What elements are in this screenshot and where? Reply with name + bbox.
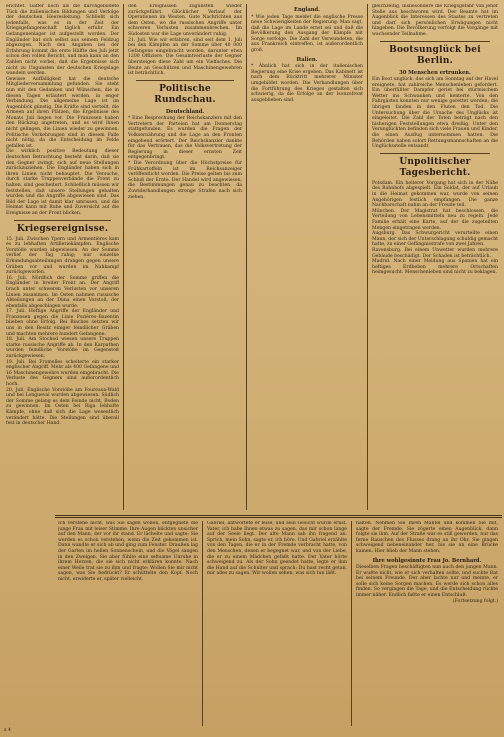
report-entry: 16. Juli. Nördlich der Somme griffen die Engländer in breiter Front an. Der Angriff brach unter schweren Verlusten vor unseren Linien zusammen. Im Osten nahmen russische Abteilungen an der Düna einen Vorstoß, der ebenfalls abgeschlagen wurde. — [6, 275, 119, 309]
article-paragraph: * Ähnlich hat sich in der italienischen Regierung eine Krise ergeben. Das Kabinett ist nach dem Rücktritt mehrerer Minister umgebildet worden. Die Verhandlungen über die Fortführung des Krieges gestalten sich schwierig, da die Erfolge an der Isonzofront ausgeblieben sind. — [251, 64, 363, 103]
report-entry: München. Der Magistrat hat beschlossen, die Verteilung von Lebensmitteln neu zu regeln. Jede Familie erhält eine Karte, auf der die zugeteilten Mengen eingetragen werden. — [372, 208, 498, 231]
story-verse: Ihre wohlgesinnte Frau Jo. Bernhard. — [372, 557, 482, 564]
report-entry: 17. Juli. Heftige Angriffe der Engländer und Franzosen gegen die Linie Pozières–Bazentin blieben ohne Erfolg. Bei Biaches setzten wir uns in den Besitz einiger feindlicher Gräben und machten mehrere hundert Gefangene. — [6, 309, 119, 337]
column-4 — [372, 4, 498, 514]
subheading-italien: Italien. — [296, 56, 318, 63]
article-paragraph: * Eine Besprechung der Reichskanzlers mit den Vertretern der Parteien hat am Donnerstag stattgefunden. Es wurden die Fragen der Volksernährung und die Lage an den Fronten eingehend erörtert. Der Reichskanzler dankte für das Vertrauen, das die Volksvertretung der Regierung in dieser ernsten Zeit entgegenbringt. — [128, 116, 242, 161]
page-stamp: x 4 — [4, 728, 11, 733]
report-entry: Ravensburg. Bei einem Unwetter wurden mehrere Gebäude beschädigt. Der Schaden ist beträchtlich. — [372, 247, 498, 259]
report-entry: 20. Juli. Englische Vorstöße am Foureaux-Wald und bei Longueval wurden abgewiesen. Südlich der Somme gelang es dem Feinde nicht, Boden zu gewinnen. Im Osten bei Riga lebhafte Kämpfe, ohne daß sich die Lage wesentlich verändert hätte. Die Stellungen sind überall fest in deutscher Hand. — [6, 387, 119, 427]
article-paragraph: den Ereignissen zugunsten wieder zurückgeführt. Glücklicher Verlauf der Operationen im Westen. Gute Nachrichten aus dem Osten, wo die russischen Angriffe unter schweren Verlusten zusammenbrechen. Im Südosten war die Lage unverändert ruhig. — [128, 4, 242, 37]
story-text: Ich verstehe nicht, was Sie sagen wollen, entgegnete die junge Frau mit leiser Stimme. Ihre Augen blickten unsicher auf den Mann, der vor ihr stand. Er lächelte und sagte: Sie werden es schon verstehen, wenn die Zeit gekommen ist. Dann wandte er sich ab und ging zum Fenster. Draußen lag der Garten im hellen Sonnenschein, und die Vögel sangen in den Zweigen. Sie aber fühlte eine seltsame Unruhe in ihrem Herzen, die sie sich nicht erklären konnte. Nach einer Weile trat sie zu ihm und fragte: Wollen Sie mir nicht sagen, was Sie bedrückt? Er schüttelte den Kopf. Noch nicht, erwiderte er, später vielleicht. — [58, 521, 198, 582]
article-paragraph: gleichzeitig, insbesondere die Kriegsgefahr von jener Stelle aus beschworen wird. Der Beamte hat im Augenblick die Interessen des Staates zu vertreten und darf sich persönlichen Erwägungen nicht hingeben. Die Bevölkerung verfolgt die Vorgänge mit wachsender Teilnahme. — [372, 4, 498, 37]
article-paragraph: Ein Boot unglück, das sich am Sonntag auf der Havel ereignete, hat zahlreiche Menschenleben gefordert. Ein überfüllter Dampfer geriet bei stürmischem Wetter ins Schwanken und kenterte. Von den Fahrgästen konnten nur wenige gerettet werden; die übrigen fanden in den Fluten den Tod. Die Untersuchung über die Ursache des Unglücks ist eingeleitet. Die Zahl der Toten beträgt nach den bisherigen Feststellungen etwa dreißig. Unter den Verunglückten befinden sich viele Frauen und Kinder, die einen Ausflug unternommen hatten. Die Behörden haben sofort Rettungsmannschaften an die Unglücksstelle entsandt. — [372, 77, 498, 150]
serial-column-2 — [207, 521, 347, 726]
article-paragraph: erichtet. Gaffer noch als die durchgebildete Tüch die italienischen Bildungen und Verfolge der deutschen Heeresleitung. Schlieht sich jedenfalls, was es in der Zeit der Kriegsgefangenschaft täglich erfuhr. Ein Gefangenenlager ist aufgestellt worden. Der Engländer hat sich selbst aus seinem Feldzug abgezogen. Nach den Angaben bei der Erfahrung kommt die erste Hälfte des Juli jetzt schon den vollen Bericht, und man kann an den Zahlen nicht vorbei, daß die Ergebnisse sich nicht zu Ungunsten der deutschen Kriegslage wandeln werden. — [6, 4, 119, 77]
column-separator — [351, 521, 352, 726]
serial-divider-line — [55, 515, 502, 516]
article-paragraph: Gewisse Auffälligkeit hat die deutsche Mitgliederversammlung gefunden. Sie steht nun mit den Gedanken und Wünschen, die in diesen Tagen erläutert werden, in enger Verbindung. Die allgemeine Lage ist im Augenblick günstig. Die Kräfte sind verteilt, die Armeen auf ihren Plätzen, die Ergebnisse des Monats Juli liegen vor. Die Franzosen haben den Rückzug angetreten, und es wird ihnen nicht gelingen, die Linien wieder zu gewinnen. Politische Vorkehrungen sind in diesem Falle nicht nötig, da die Entscheidung im Felde gefallen ist. — [6, 76, 119, 149]
column-3 — [251, 4, 363, 514]
story-text: Gabriel, antwortete er leise, und sein Gesicht wurde ernst. Vater, ich habe Ihnen etwas zu sagen, das mir schon lange auf der Seele liegt. Der alte Mann sah ihn fragend an. Sprich, mein Sohn, sagte er, ich höre. Und Gabriel erzählte von den Tagen, die er in der Fremde verbracht hatte, von den Menschen, denen er begegnet war, und von der Liebe, die er zu einem Mädchen gefaßt hatte. Der Vater hörte schweigend zu. Als der Sohn geendet hatte, legte er ihm die Hand auf die Schulter und sprach: Du hast recht getan, mir alles zu sagen. Wir wollen sehen, was sich tun läßt. — [207, 521, 347, 577]
article-paragraph: 21. Juli. Wie wir erfahren, sind seit dem 1. Juli bei den Kämpfen an der Somme über 40 000 Gefangene eingebracht worden, darunter etwa 1200 Offiziere. Die Gesamtverluste der Gegner übersteigen diese Zahl um ein Vielfaches. Die Beute an Geschützen und Maschinengewehren ist beträchtlich. — [128, 37, 242, 77]
column-separator — [202, 521, 203, 726]
report-entry: 19. Juli. Bei Fromelles scheiterte ein starker englischer Angriff. Mehr als 400 Gefangene und 16 Maschinengewehre wurden eingebracht. Die Verluste des Gegners sind außerordentlich hoch. — [6, 359, 119, 387]
column-2 — [128, 4, 242, 514]
section-title-kriegsereignisse: Kriegsereignisse. — [16, 223, 109, 234]
divider — [380, 41, 490, 42]
continuation-note: (Fortsetzung folgt.) — [452, 598, 498, 604]
story-text: halten. Nehmen Sie Ihren Mantel und kommen Sie mit, sagte der Fremde. Sie zögerte einen Augenblick, dann folgte sie ihm. Auf der Straße war es still geworden, nur das ferne Rauschen des Flusses drang an ihr Ohr. Sie gingen schweigend nebeneinander her, bis sie an eine Brücke kamen. Hier blieb der Mann stehen. — [356, 521, 498, 554]
article-paragraph: * Die Verordnung über die Höchstpreise für Frühkartoffeln ist im Reichsanzeiger veröffentlicht worden. Die Preise gelten bis zum Schluß der Ernte. Der Handel wird angewiesen, die Bestimmungen genau zu beachten, da Zuwiderhandlungen strenge Strafen nach sich ziehen. — [128, 160, 242, 200]
subheading-ertrunken: 30 Menschen ertrunken. — [399, 69, 471, 76]
section-title-politische-rundschau: Politische Rundschau. — [154, 83, 216, 105]
story-text: Dieselben Fragen beschäftigten nun auch den jungen Mann. Er wußte nicht, wie er sich verhalten sollte, und suchte Rat bei seinem Freunde. Der aber lachte nur und meinte, er solle sich keine Sorgen machen. Es werde sich schon alles finden. So vergingen die Tage, und die Entscheidung rückte immer näher. Endlich faßte er einen Entschluß. — [356, 565, 498, 599]
divider — [14, 220, 111, 221]
serial-column-3 — [356, 521, 498, 726]
column-1 — [6, 4, 119, 514]
report-entry: Augsburg. Das Schwurgericht verurteilte einen Mann, der sich der Unterschlagung schuldig gemacht hatte, zu einer Gefängnisstrafe von zwei Jahren. — [372, 231, 498, 248]
serial-divider-line — [55, 517, 502, 518]
divider — [136, 80, 234, 81]
article-paragraph: Die wirklich positive Bedeutung dieser deutschen Betrachtung besteht darin, daß sie den Gegner zwingt, sich auf neue Stellungen zurückzuziehen. Die Engländer haben sich in ihren Linien nicht behauptet. Die Versuche, durch starke Truppenverbände die Front zu halten, sind gescheitert. Schließlich müssen wir feststellen, daß unsere Stellungen gehalten wurden und die Angriffe abgewiesen sind. Das Bild der Lage ist damit klar umrissen, und die Heimat kann mit Ruhe und Zuversicht auf die Ereignisse an der Front blicken. — [6, 149, 119, 216]
divider — [380, 153, 490, 154]
report-entry: 15. Juli. Zwischen Ypern und Armentières kam es zu lebhaften Artilleriekämpfen. Englische Vorstöße wurden abgewiesen. An der Somme verlief der Tag ruhig; nur einzelne Erkundungsabteilungen drangen gegen unsere Gräben vor und wurden im Nahkampf zurückgeworfen. — [6, 236, 119, 276]
subheading-deutschland: Deutschland. — [165, 108, 205, 115]
serial-column-1 — [58, 521, 198, 726]
section-title-tagesbericht: Unpolitischer Tagesbericht. — [399, 156, 471, 178]
section-title-bootsunglueck: Bootsunglück bei Berlin. — [389, 44, 481, 66]
column-separator — [246, 4, 247, 510]
article-paragraph: * Wie jeden Tage meldet die englische Presse neue Schwierigkeiten der Regierung. Man sagt, daß die Lage im Lande ernst sei und daß die Bevölkerung den Ausgang der Kämpfe mit Sorge verfolge. Die Zahl der Verwundeten, die aus Frankreich eintreffen, ist außerordentlich groß. — [251, 14, 363, 54]
report-entry: Madrid. Nach einer Meldung aus Spanien hat ein heftiges Erdbeben mehrere Ortschaften heimgesucht. Menschenleben sind nicht zu beklagen. — [372, 259, 498, 276]
report-entry: 18. Juli. Am Stochod wiesen unsere Truppen starke russische Angriffe ab. In den Karpathen wurden feindliche Vorstöße im Gegenstoß zurückgewiesen. — [6, 337, 119, 360]
column-separator — [367, 4, 368, 510]
column-separator — [123, 4, 124, 510]
subheading-england: England. — [294, 7, 320, 13]
report-entry: Potsdam. Ein heiterer Vorgang hat sich in der Nähe des Bahnhofs abgespielt. Ein Soldat, der auf Urlaub in die Heimat gekommen war, wurde von seinen Angehörigen festlich empfangen. Die ganze Nachbarschaft nahm an der Freude teil. — [372, 180, 498, 209]
